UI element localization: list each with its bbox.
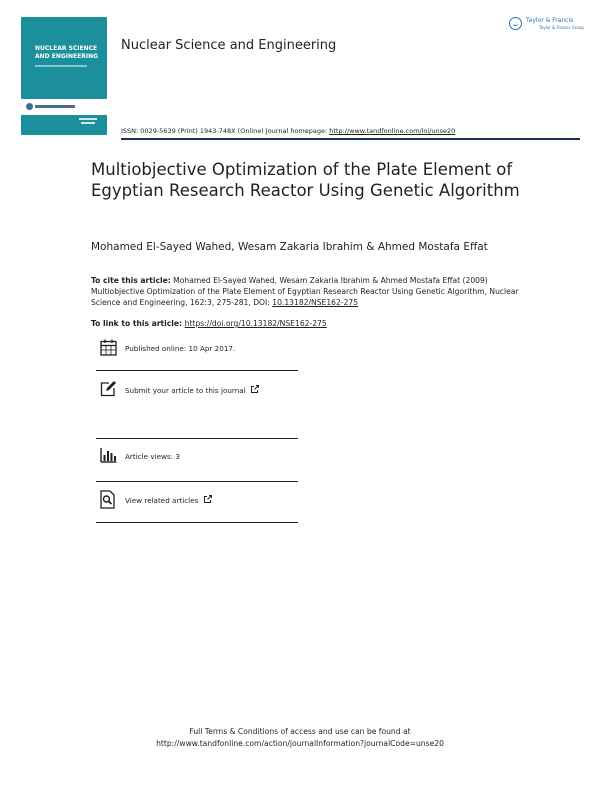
citation-doi-link[interactable]: 10.13182/NSE162-275 — [272, 298, 359, 307]
citation-block — [91, 275, 521, 308]
bar-chart-icon — [100, 447, 117, 463]
journal-name: Nuclear Science and Engineering — [121, 38, 337, 53]
publisher-logo-icon — [509, 17, 522, 30]
article-views-row — [96, 447, 298, 489]
related-articles-row[interactable] — [96, 490, 298, 532]
meta-divider — [96, 370, 298, 371]
article-authors: Mohamed El-Sayed Wahed, Wesam Zakaria Ibrahim & Ahmed Mostafa Effat — [91, 241, 488, 253]
cover-society-name — [35, 105, 75, 108]
external-link-icon — [251, 385, 259, 393]
issn-line — [121, 127, 455, 135]
journal-cover-thumbnail — [21, 17, 107, 135]
publisher-logo-tagline: Taylor & Francis Group — [539, 25, 584, 30]
cover-subtitle-bar — [35, 65, 87, 67]
terms-footer-link[interactable]: http://www.tandfonline.com/action/journalInformation?journalCode=unse20 — [156, 739, 444, 748]
article-link-label: To link to this article: — [91, 319, 185, 328]
cover-publisher-band — [21, 99, 107, 115]
terms-footer-line: Full Terms & Conditions of access and use can be found at — [189, 727, 411, 736]
submit-article-text: Submit your article to this journal — [125, 386, 246, 395]
publisher-logo — [509, 15, 587, 37]
edit-icon — [100, 380, 117, 397]
article-title: Multiobjective Optimization of the Plate Element of Egyptian Research Reactor Using Genetic Algorithm — [91, 160, 520, 200]
cover-footer-mark — [81, 122, 95, 124]
meta-divider — [96, 522, 298, 523]
article-link-line — [91, 319, 327, 328]
submit-article-link[interactable] — [125, 385, 259, 395]
calendar-icon — [100, 339, 117, 356]
terms-footer — [0, 726, 600, 750]
meta-divider — [96, 438, 298, 439]
related-articles-text: View related articles — [125, 496, 199, 505]
related-articles-link[interactable] — [125, 495, 212, 505]
meta-divider — [96, 481, 298, 482]
submit-article-row[interactable] — [96, 380, 298, 422]
cover-footer-mark — [79, 118, 97, 120]
publisher-logo-name: Taylor & Francis — [526, 17, 574, 24]
published-online-text: Published online: 10 Apr 2017. — [125, 344, 236, 353]
cover-journal-title: NUCLEAR SCIENCE AND ENGINEERING — [35, 45, 99, 60]
header-rule — [121, 138, 580, 140]
citation-text: Mohamed El-Sayed Wahed, Wesam Zakaria Ibrahim & Ahmed Mostafa Effat (2009) Multiobjective Optimization of the Plate Element of Egyptian Research Reactor Using Genetic Algorithm, Nuclear Science and Engineering, 162:3, 275-281, DOI: — [91, 276, 519, 307]
journal-homepage-link[interactable]: http://www.tandfonline.com/loi/unse20 — [329, 127, 456, 135]
external-link-icon — [204, 495, 212, 503]
issn-text: ISSN: 0029-5639 (Print) 1943-748X (Online) Journal homepage: — [121, 127, 330, 135]
article-doi-link[interactable]: https://doi.org/10.13182/NSE162-275 — [184, 319, 327, 328]
article-views-text: Article views: 3 — [125, 452, 180, 461]
cover-society-logo — [26, 103, 33, 110]
citation-label: To cite this article: — [91, 276, 171, 285]
search-document-icon — [100, 490, 116, 509]
published-online-row — [96, 338, 298, 380]
